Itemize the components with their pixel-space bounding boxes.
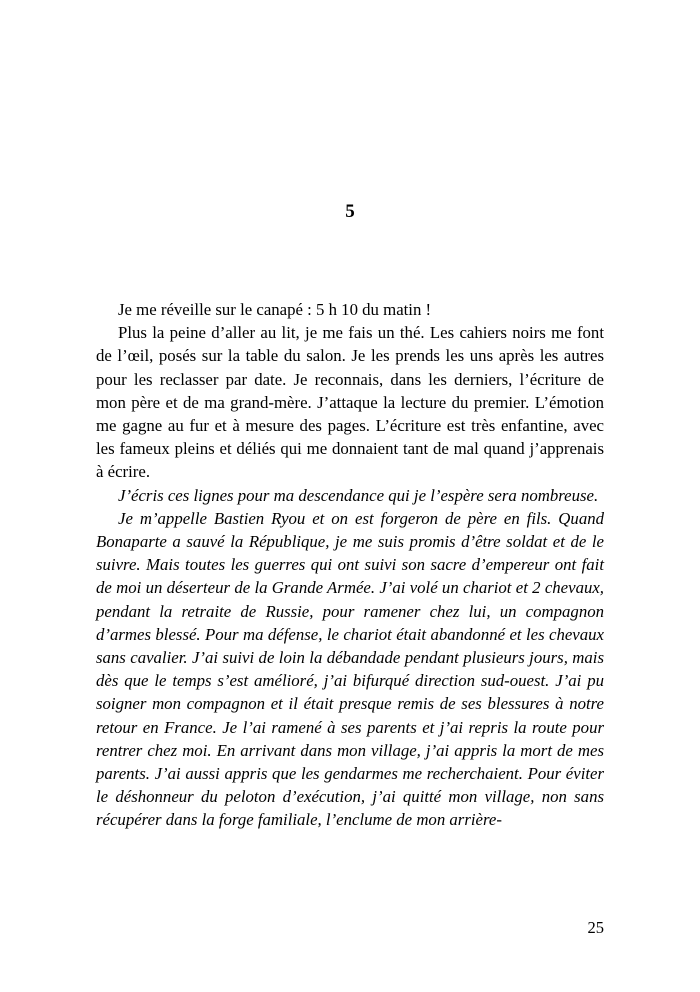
chapter-number: 5: [345, 201, 355, 222]
body-text: [96, 298, 604, 832]
paragraph-3-italic: J’écris ces lignes pour ma descendance qui je l’espère sera nombreuse.: [118, 485, 599, 505]
paragraph-1: Je me réveille sur le canapé : 5 h 10 du matin !: [118, 300, 432, 319]
page-number: 25: [587, 918, 604, 937]
paragraph-4-italic: Je m’appelle Bastien Ryou et on est forgeron de père en fils. Quand Bonaparte a sauvé la République, je me suis promis d’être soldat et de le suivre. Mais toutes les guerres qui ont suivi son sacre d’empereur ont fait de moi un déserteur de la Grande Armée. J’ai volé un chariot et 2 chevaux, pendant la retraite de Russie, pour ramener chez lui, un compagnon d’armes blessé. Pour ma défense, le chariot était abandonné et les chevaux sans cavalier. J’ai suivi de loin la débandade pendant plusieurs jours, mais dès que le temps s’est amélioré, j’ai bifurqué direction sud-ouest. J’ai pu soigner mon compagnon et il était presque remis de ses blessures à notre retour en France. Je l’ai ramené à ses parents et j’ai repris la route pour rentrer chez moi. En arrivant dans mon village, j’ai appris la mort de mes parents. J’ai aussi appris que les gendarmes me recherchaient. Pour éviter le déshonneur du peloton d’exécution, j’ai quitté mon village, non sans récupérer dans la forge familiale, l’enclume de mon arrière-: [96, 508, 604, 830]
paragraph-2: Plus la peine d’aller au lit, je me fais un thé. Les cahiers noirs me font de l’œil, posés sur la table du salon. Je les prends les uns après les autres pour les reclasser par date. Je reconnais, dans les derniers, l’écriture de mon père et de ma grand-mère. J’attaque la lecture du premier. L’émotion me gagne au fur et à mesure des pages. L’écriture est très enfantine, avec les fameux pleins et déliés qui me donnaient tant de mal quand j’apprenais à écrire.: [96, 323, 604, 482]
